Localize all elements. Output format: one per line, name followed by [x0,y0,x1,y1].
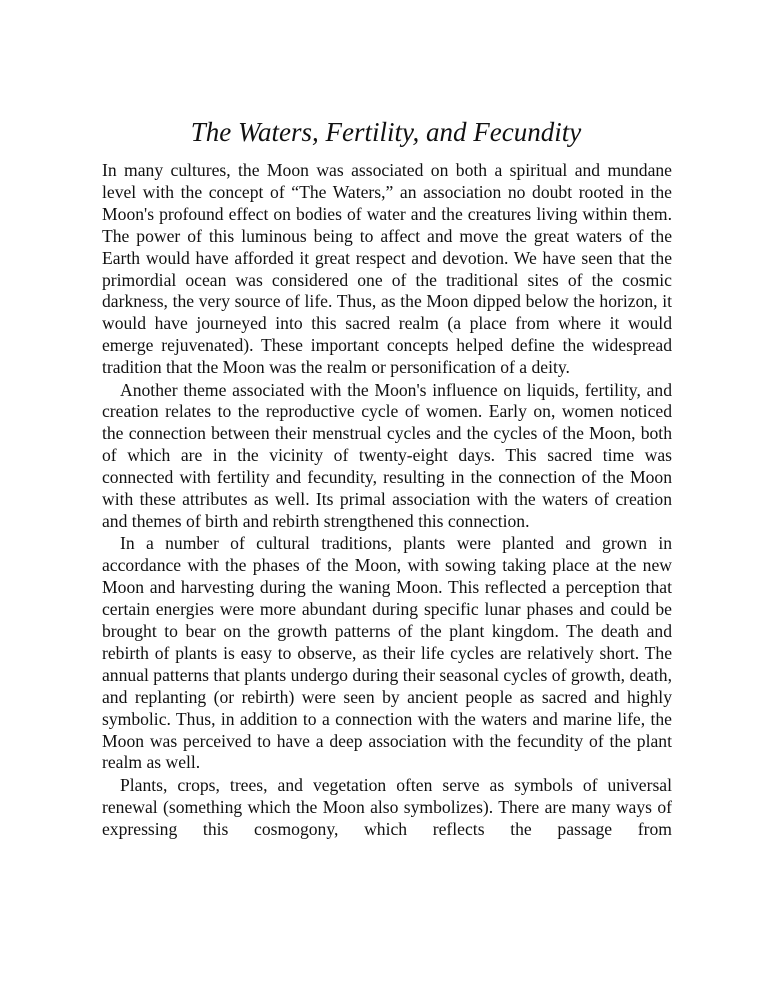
body-text [102,160,672,841]
paragraph-plant-phases: In a number of cultural traditions, plants were planted and grown in accordance with the phases of the Moon, with sowing taking place at the new Moon and harvesting during the waning Moon. This reflected a perception that certain energies were more abundant during specific lunar phases and could be brought to bear on the growth patterns of the plant kingdom. The death and rebirth of plants is easy to observe, as their life cycles are relatively short. The annual patterns that plants undergo during their seasonal cycles of growth, death, and replanting (or rebirth) were seen by ancient people as sacred and highly symbolic. Thus, in addition to a connection with the waters and marine life, the Moon was perceived to have a deep association with the fecundity of the plant realm as well. [102,533,672,773]
paragraph-waters: In many cultures, the Moon was associated on both a spiritual and mundane level with the concept of “The Waters,” an association no doubt rooted in the Moon's profound effect on bodies of water and the creatures living within them. The power of this luminous being to affect and move the great waters of the Earth would have afforded it great respect and devotion. We have seen that the primordial ocean was considered one of the traditional sites of the cosmic darkness, the very source of life. Thus, as the Moon dipped below the horizon, it would have journeyed into this sacred realm (a place from where it would emerge rejuvenated). These important concepts helped define the widespread tradition that the Moon was the realm or personification of a deity. [102,160,672,378]
paragraph-reproductive-cycle: Another theme associated with the Moon's influence on liquids, fertility, and creation relates to the reproductive cycle of women. Early on, women noticed the connection between their menstrual cycles and the cycles of the Moon, both of which are in the vicinity of twenty-eight days. This sacred time was connected with fertility and fecundity, resulting in the connection of the Moon with these attributes as well. Its primal association with the waters of creation and themes of birth and rebirth strengthened this connection. [102,379,672,531]
section-title: The Waters, Fertility, and Fecundity [190,117,582,147]
paragraph-renewal: Plants, crops, trees, and vegetation often serve as symbols of universal renewal (something which the Moon also symbolizes). There are many ways of expressing this cosmogony, which reflects the passage from [102,774,672,839]
